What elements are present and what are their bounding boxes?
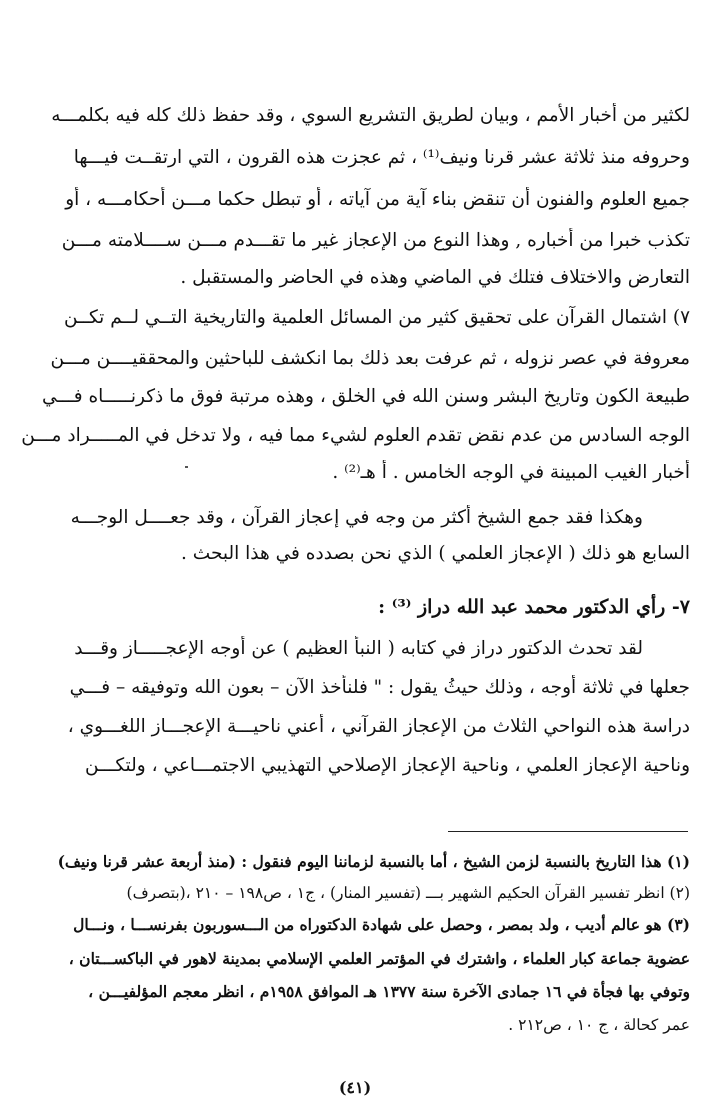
footnote-3: (٣) هو عالم أديب ، ولد بمصر ، وحصل على شهادة الدكتوراه من الـــسوربون بفرنســـا ، ونـــال [73, 915, 690, 934]
footnote-3-cont: عمر كحالة ، ج ١٠ ، ص٢١٢ . [508, 1016, 690, 1034]
body-line: لكثير من أخبار الأمم ، وبيان لطريق التشريع السوي ، وقد حفظ ذلك كله فيه بكلمـــه [51, 105, 690, 126]
body-line: لقد تحدث الدكتور دراز في كتابه ( النبأ العظيم ) عن أوجه الإعجـــــاز وقـــد [74, 638, 643, 659]
list-item-7: ٧) اشتمال القرآن على تحقيق كثير من المسائل العلمية والتاريخية التــي لــم تكــن [64, 307, 690, 328]
page-number: (٤١) [338, 1078, 372, 1097]
body-line: جعلها في ثلاثة أوجه ، وذلك حيثُ يقول : " فلنأخذ الآن – بعون الله وتوفيقه – فـــي [69, 677, 690, 698]
body-line: دراسة هذه النواحي الثلاث من الإعجاز القرآني ، أعني ناحيـــة الإعجـــاز اللغـــوي ، [67, 716, 690, 737]
footnote-2: (٢) انظر تفسير القرآن الحكيم الشهير بـــ (تفسير المنار) ، ج١ ، ص١٩٨ – ٢١٠ ،(بتصرف) [126, 884, 690, 902]
footnote-3-cont: وتوفي بها فجأة في ١٦ جمادى الآخرة سنة ١٣٧٧ هـ الموافق ١٩٥٨م ، انظر معجم المؤلفيـــن ، [88, 982, 690, 1001]
body-line: السابع هو ذلك ( الإعجاز العلمي ) الذي نحن بصدده في هذا البحث . [181, 543, 690, 564]
body-line: معروفة في عصر نزوله ، ثم عرفت بعد ذلك بما انكشف للباحثين والمحققيــــن مـــن [50, 348, 690, 369]
body-line: وناحية الإعجاز العلمي ، وناحية الإعجاز الإصلاحي التهذيبي الاجتمـــاعي ، ولتكـــن [85, 755, 690, 776]
footnote-separator [448, 831, 688, 832]
body-line: أخبار الغيب المبينة في الوجه الخامس . أ هـ⁽²⁾ . [332, 462, 690, 483]
footnote-1: (١) هذا التاريخ بالنسبة لزمن الشيخ ، أما بالنسبة لزماننا اليوم فنقول : (منذ أربعة عشر قرنا ونيف) [57, 852, 690, 871]
body-line: التعارض والاختلاف فتلك في الماضي وهذه في الحاضر والمستقبل . [180, 267, 690, 288]
scan-speck [185, 466, 188, 468]
body-line: وهكذا فقد جمع الشيخ أكثر من وجه في إعجاز القرآن ، وقد جعــــل الوجـــه [70, 507, 643, 528]
footnote-3-cont: عضوية جماعة كبار العلماء ، واشترك في المؤتمر العلمي الإسلامي بمدينة لاهور في الباكســـتان ، [68, 949, 690, 968]
body-line: جميع العلوم والفنون أن تنقض بناء آية من آياته ، أو تبطل حكما مـــن أحكامـــه ، أو [65, 189, 690, 210]
body-line: طبيعة الكون وتاريخ البشر وسنن الله في الخلق ، وهذه مرتبة فوق ما ذكرنـــــاه فـــي [42, 386, 690, 407]
body-line: الوجه السادس من عدم نقض تقدم العلوم لشيء مما فيه ، ولا تدخل في المـــــراد مـــن [21, 425, 690, 446]
section-heading: ٧- رأي الدكتور محمد عبد الله دراز ⁽³⁾ : [378, 596, 690, 618]
body-line: وحروفه منذ ثلاثة عشر قرنا ونيف⁽¹⁾ ، ثم عجزت هذه القرون ، التي ارتقــت فيـــها [73, 147, 690, 168]
body-line: تكذب خبرا من أخباره , وهذا النوع من الإعجاز غير ما تقـــدم مـــن ســــلامته مـــن [61, 230, 690, 251]
